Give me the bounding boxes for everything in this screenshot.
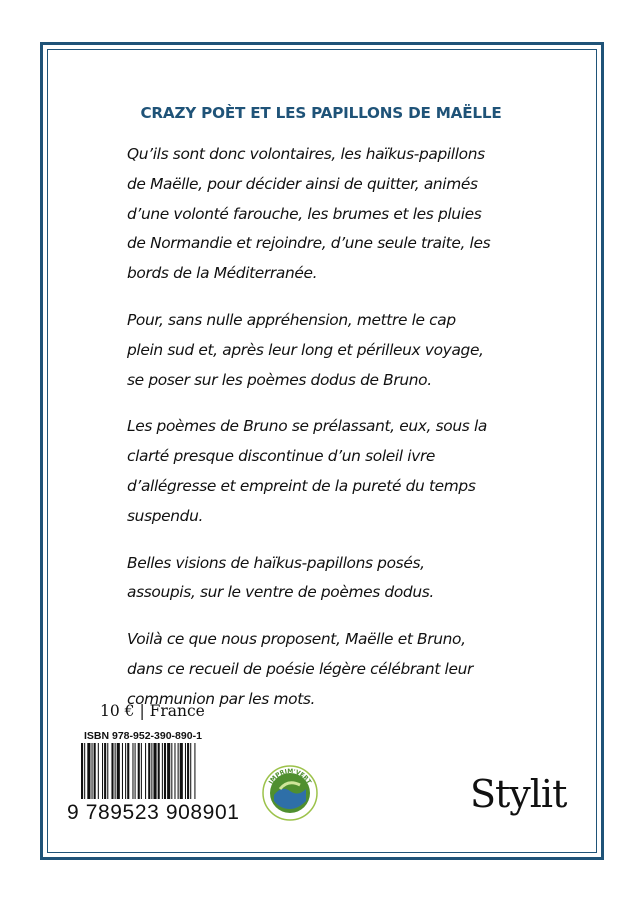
text-line: suspendu. xyxy=(127,506,204,525)
text-line: d’une volonté farouche, les brumes et les pluies xyxy=(127,204,482,223)
paragraph xyxy=(127,306,527,395)
price-label: 10 € | France xyxy=(100,702,205,720)
text-line: Voilà ce que nous proposent, Maëlle et Bruno, xyxy=(127,630,466,649)
text-line: de Normandie et rejoindre, d’une seule traite, les xyxy=(127,234,491,253)
text-line: plein sud et, après leur long et périlleux voyage, xyxy=(127,340,484,359)
paragraph xyxy=(127,140,527,289)
publisher-logo: Stylit xyxy=(470,772,567,816)
eco-label-text: IMPRIM'VERT xyxy=(267,767,313,786)
text-line: de Maëlle, pour décider ainsi de quitter, animés xyxy=(127,174,478,193)
text-line: Belles visions de haïkus-papillons posés, xyxy=(127,553,425,572)
paragraph xyxy=(127,549,527,609)
text-line: assoupis, sur le ventre de poèmes dodus. xyxy=(127,583,434,602)
book-title: CRAZY POÈT ET LES PAPILLONS DE MAËLLE xyxy=(140,104,502,122)
text-line: se poser sur les poèmes dodus de Bruno. xyxy=(127,370,432,389)
text-line: Les poèmes de Bruno se prélassant, eux, sous la xyxy=(127,417,487,436)
back-cover-text xyxy=(127,140,527,732)
text-line: communion par les mots. xyxy=(127,689,316,708)
barcode-digits: 9 789523 908901 xyxy=(67,801,240,824)
text-line: dans ce recueil de poésie légère célébrant leur xyxy=(127,659,473,678)
imprim-vert-logo xyxy=(262,765,318,821)
isbn-label: ISBN 978-952-390-890-1 xyxy=(84,730,202,742)
text-line: Qu’ils sont donc volontaires, les haïkus-papillons xyxy=(127,145,485,163)
text-line: d’allégresse et empreint de la pureté du temps xyxy=(127,476,476,495)
text-line: bords de la Méditerranée. xyxy=(127,264,318,283)
text-line: clarté presque discontinue d’un soleil ivre xyxy=(127,447,436,466)
text-line: Pour, sans nulle appréhension, mettre le cap xyxy=(127,310,456,329)
paragraph xyxy=(127,412,527,531)
